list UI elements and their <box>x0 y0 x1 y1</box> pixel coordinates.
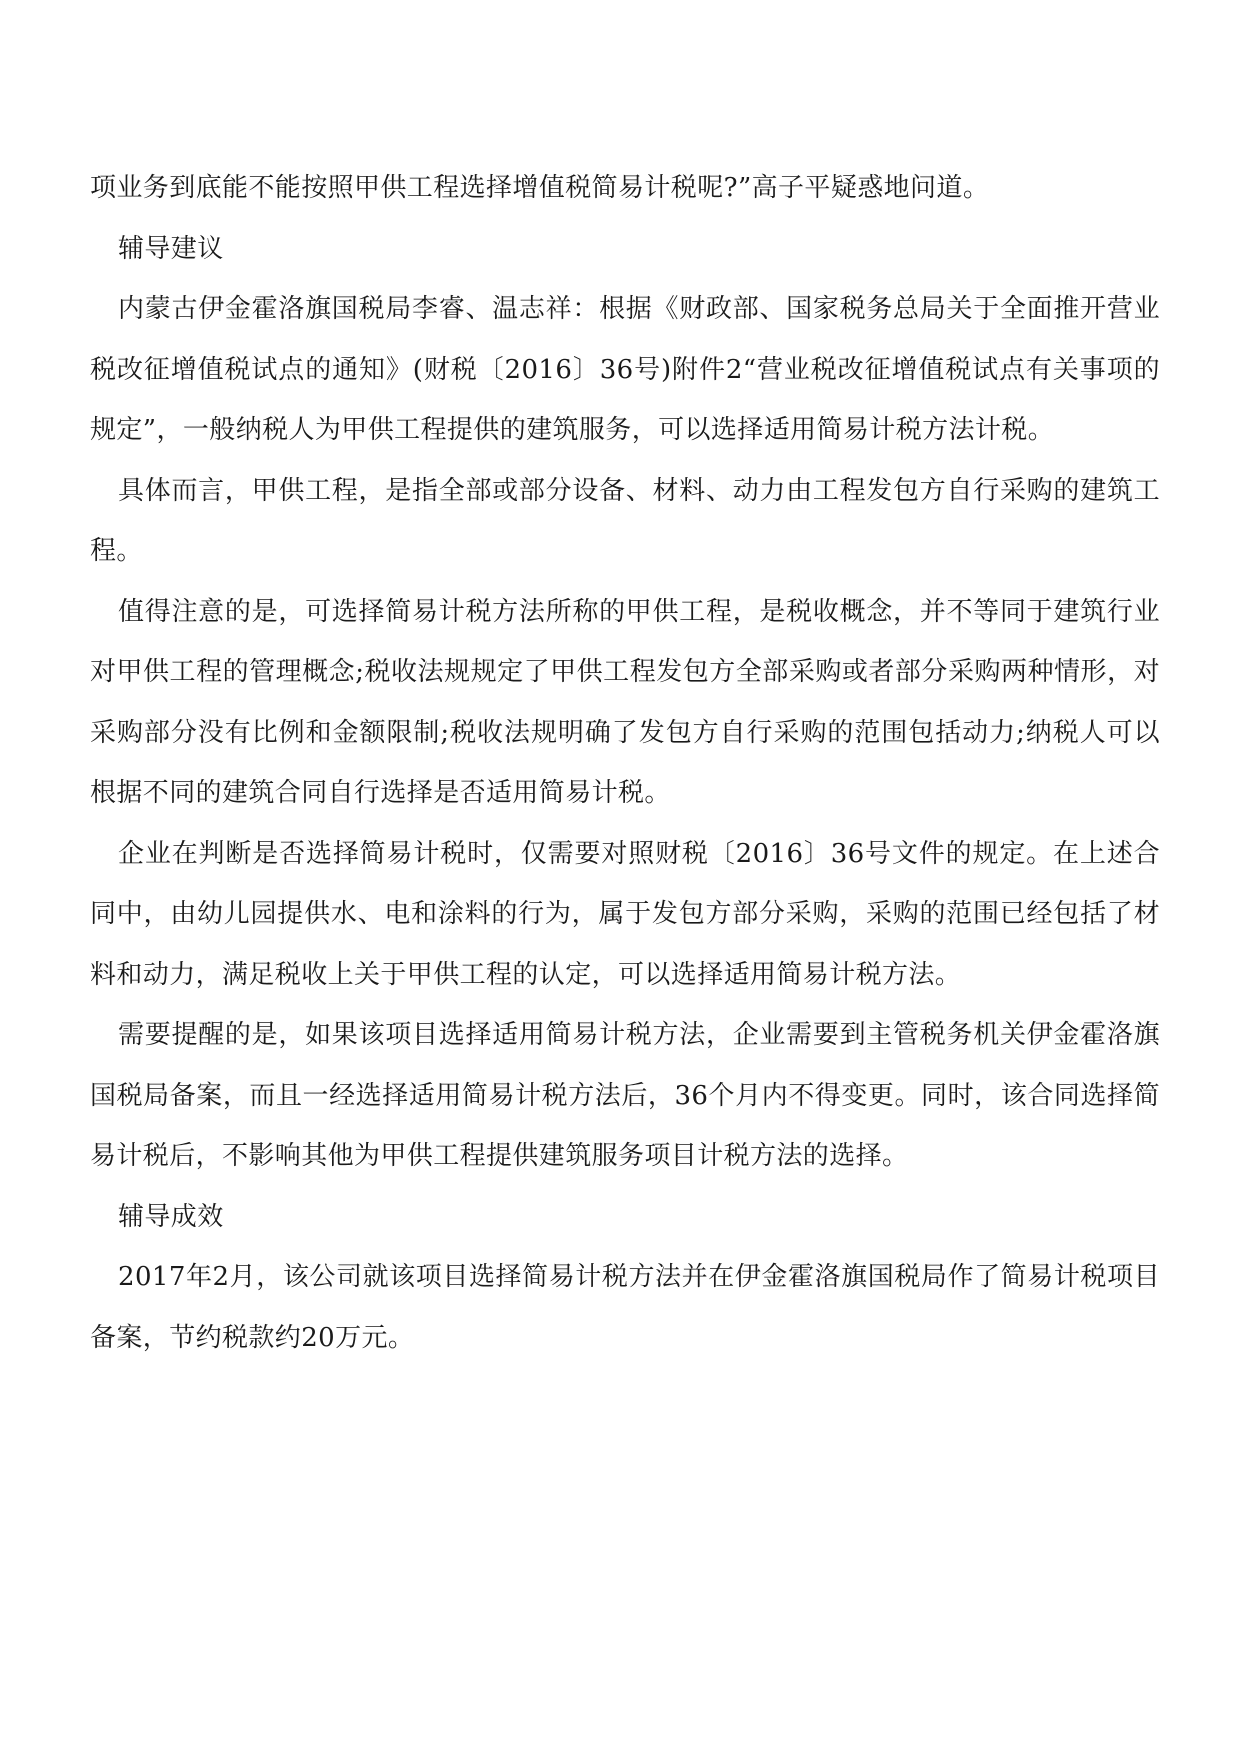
paragraph-reminder: 需要提醒的是，如果该项目选择适用简易计税方法，企业需要到主管税务机关伊金霍洛旗国税局备案，而且一经选择适用简易计税方法后，36个月内不得变更。同时，该合同选择简易计税后，不影响其他为甲供工程提供建筑服务项目计税方法的选择。 <box>90 1020 1160 1171</box>
paragraph-policy-basis: 内蒙古伊金霍洛旗国税局李睿、温志祥：根据《财政部、国家税务总局关于全面推开营业税改征增值税试点的通知》(财税〔2016〕36号)附件2“营业税改征增值税试点有关事项的规定”，一般纳税人为甲供工程提供的建筑服务，可以选择适用简易计税方法计税。 <box>90 294 1160 445</box>
document-body <box>90 158 1160 1368</box>
paragraph-judgement: 企业在判断是否选择简易计税时，仅需要对照财税〔2016〕36号文件的规定。在上述合同中，由幼儿园提供水、电和涂料的行为，属于发包方部分采购，采购的范围已经包括了材料和动力，满足税收上关于甲供工程的认定，可以选择适用简易计税方法。 <box>90 838 1160 990</box>
paragraph-results: 2017年2月，该公司就该项目选择简易计税方法并在伊金霍洛旗国税局作了简易计税项目备案，节约税款约20万元。 <box>90 1262 1160 1353</box>
paragraph-definition: 具体而言，甲供工程，是指全部或部分设备、材料、动力由工程发包方自行采购的建筑工程。 <box>90 475 1160 566</box>
section-heading-guidance: 辅导建议 <box>118 233 224 264</box>
section-heading-results: 辅导成效 <box>118 1201 224 1232</box>
paragraph-continuation: 项业务到底能不能按照甲供工程选择增值税简易计税呢?”高子平疑惑地问道。 <box>90 173 990 203</box>
paragraph-notes: 值得注意的是，可选择简易计税方法所称的甲供工程，是税收概念，并不等同于建筑行业对甲供工程的管理概念;税收法规规定了甲供工程发包方全部采购或者部分采购两种情形，对采购部分没有比例和金额限制;税收法规明确了发包方自行采购的范围包括动力;纳税人可以根据不同的建筑合同自行选择是否适用简易计税。 <box>90 596 1160 808</box>
